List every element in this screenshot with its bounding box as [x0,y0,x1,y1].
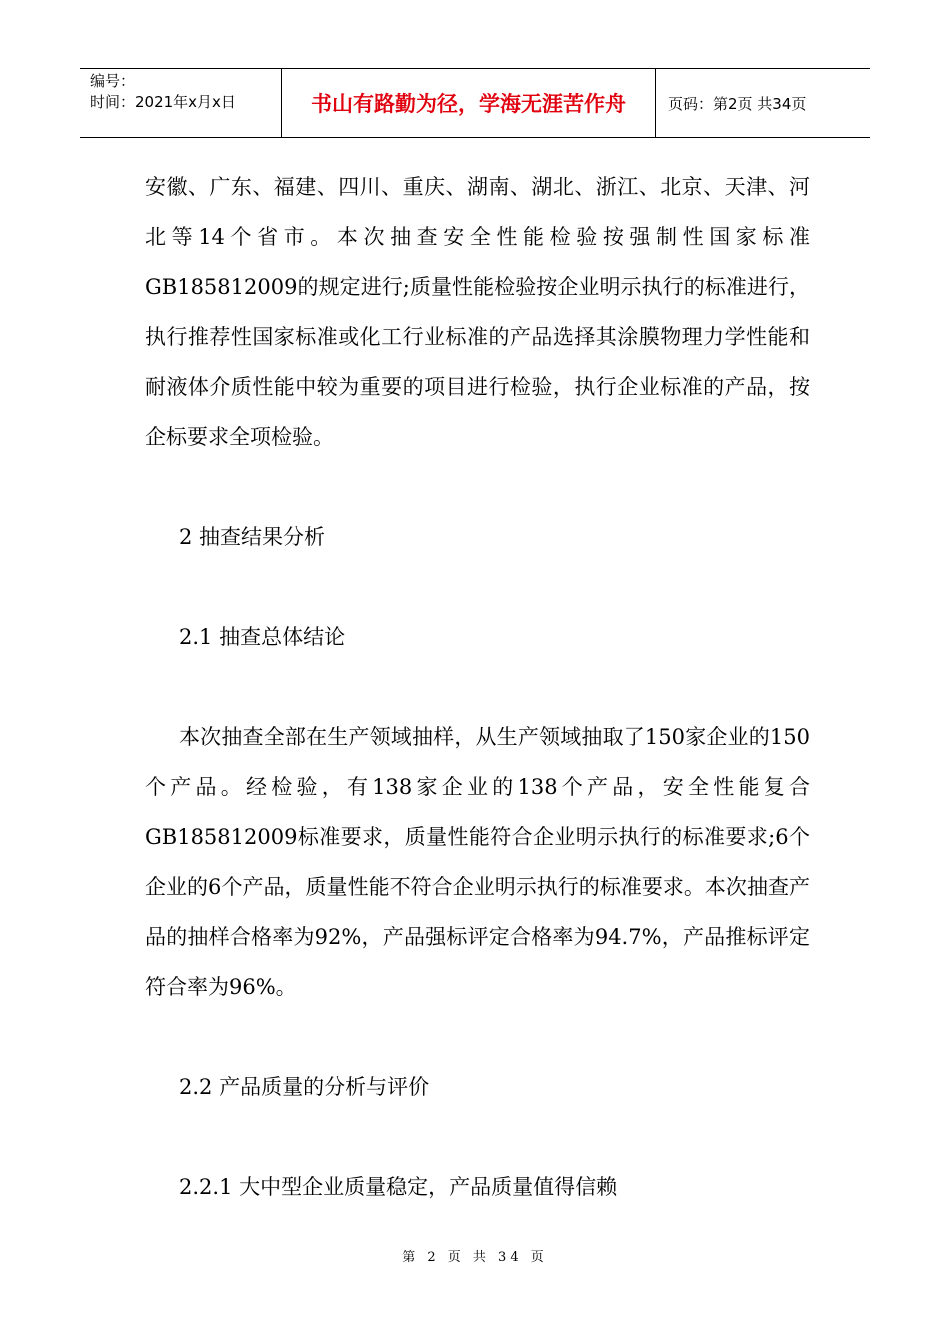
subsection-heading: 2.1 抽查总体结论 [179,625,346,649]
document-number-label: 编号： [90,72,136,90]
body-paragraph: 本次抽查全部在生产领域抽样，从生产领域抽取了150家企业的150个产品。经检验，有138家企业的138个产品，安全性能复合GB185812009标准要求，质量性能符合企业明示执行的标准要求;6个企业的6个产品，质量性能不符合企业明示执行的标准要求。本次抽查产品的抽样合格率为92%，产品强标评定合格率为94.7%，产品推标评定符合率为96%。 [145,725,810,999]
subsection-heading: 2.2 产品质量的分析与评价 [179,1075,430,1099]
subsubsection-heading: 2.2.1 大中型企业质量稳定，产品质量值得信赖 [179,1175,618,1199]
page-footer: 第 2 页 共 34 页 [402,1250,548,1265]
header-page-info: 页码：第2页 共34页 [668,94,807,113]
document-date: 时间：2021年x月x日 [90,93,236,111]
section-heading: 2 抽查结果分析 [179,525,326,549]
page-header [80,68,870,138]
header-meta [80,69,282,137]
header-motto: 书山有路勤为径，学海无涯苦作舟 [282,69,656,137]
document-body [145,162,810,1212]
body-paragraph: 安徽、广东、福建、四川、重庆、湖南、湖北、浙江、北京、天津、河北等14个省市。本次抽查安全性能检验按强制性国家标准GB185812009的规定进行;质量性能检验按企业明示执行的标准进行，执行推荐性国家标准或化工行业标准的产品选择其涂膜物理力学性能和耐液体介质性能中较为重要的项目进行检验，执行企业标准的产品，按企标要求全项检验。 [145,175,810,449]
